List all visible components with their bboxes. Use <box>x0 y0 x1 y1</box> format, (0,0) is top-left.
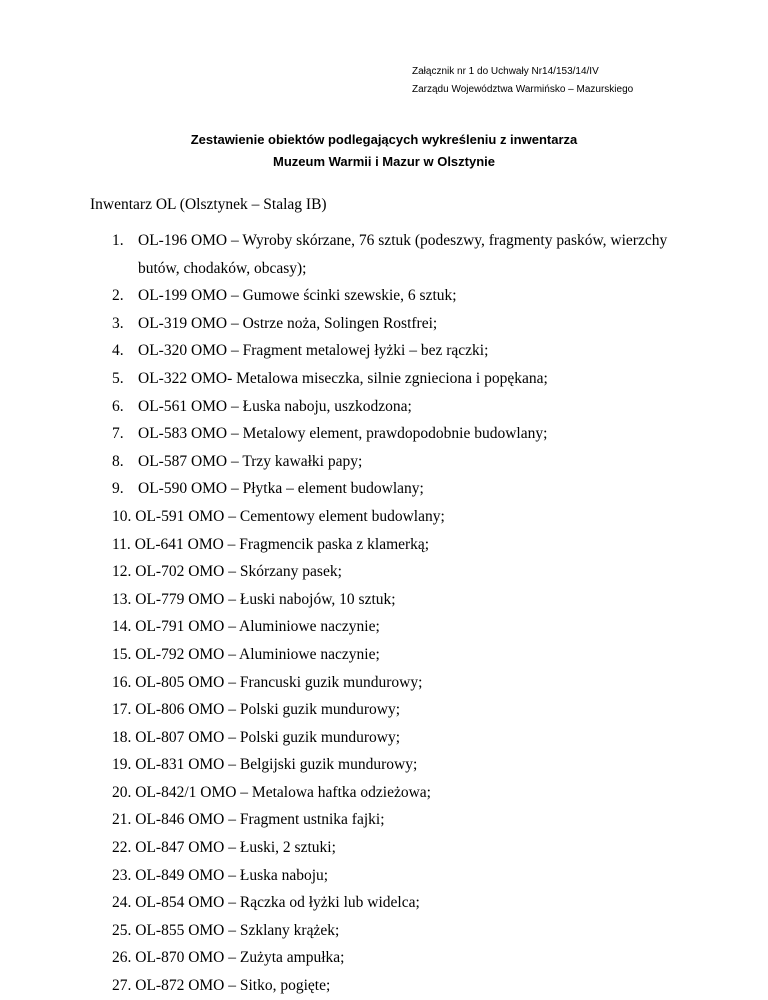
list-item-text: OL-320 OMO – Fragment metalowej łyżki – bez rączki; <box>138 342 489 360</box>
list-item <box>112 365 692 393</box>
list-item-text: OL-872 OMO – Sitko, pogięte; <box>135 977 331 995</box>
list-item-text: OL-779 OMO – Łuski nabojów, 10 sztuk; <box>135 590 396 608</box>
list-item-text: OL-587 OMO – Trzy kawałki papy; <box>138 452 363 470</box>
list-item-text: OL-847 OMO – Łuski, 2 sztuki; <box>135 839 336 857</box>
list-item-number: 5. <box>112 369 124 387</box>
list-item <box>112 558 692 586</box>
list-item-text: OL-702 OMO – Skórzany pasek; <box>135 563 342 581</box>
list-item-text: OL-583 OMO – Metalowy element, prawdopodobnie budowlany; <box>138 425 548 443</box>
section-heading: Inwentarz OL (Olsztynek – Stalag IB) <box>90 196 327 213</box>
list-item <box>112 889 692 917</box>
document-title-line-2: Muzeum Warmii i Mazur w Olsztynie <box>273 154 495 169</box>
list-item <box>112 834 692 862</box>
list-item <box>112 475 692 503</box>
inventory-list <box>112 227 692 1000</box>
list-item-number: 27. <box>112 977 132 995</box>
list-item-number: 21. <box>112 811 132 829</box>
list-item-text: OL-849 OMO – Łuska naboju; <box>135 866 329 884</box>
list-item-number: 2. <box>112 287 124 305</box>
list-item <box>112 862 692 890</box>
list-item-text: OL-196 OMO – Wyroby skórzane, 76 sztuk (podeszwy, fragmenty pasków, wierzchy butów, chodaków, obcasy); <box>138 232 668 277</box>
list-item-number: 22. <box>112 839 132 857</box>
list-item-text: OL-805 OMO – Francuski guzik mundurowy; <box>135 673 423 691</box>
list-item-text: OL-870 OMO – Zużyta ampułka; <box>135 949 345 967</box>
list-item-number: 20. <box>112 783 132 801</box>
list-item <box>112 751 692 779</box>
list-item-text: OL-591 OMO – Cementowy element budowlany; <box>135 507 445 525</box>
list-item-text: OL-806 OMO – Polski guzik mundurowy; <box>135 701 401 719</box>
list-item <box>112 696 692 724</box>
list-item-number: 14. <box>112 618 132 636</box>
list-item-number: 13. <box>112 590 132 608</box>
list-item-number: 25. <box>112 921 132 939</box>
list-item-text: OL-590 OMO – Płytka – element budowlany; <box>138 480 424 498</box>
list-item-number: 26. <box>112 949 132 967</box>
list-item-number: 1. <box>112 232 124 249</box>
list-item-number: 18. <box>112 728 132 746</box>
list-item <box>112 310 692 338</box>
list-item <box>112 503 692 531</box>
list-item-text: OL-846 OMO – Fragment ustnika fajki; <box>135 811 385 829</box>
list-item <box>112 282 692 310</box>
list-item <box>112 806 692 834</box>
list-item-number: 12. <box>112 563 132 581</box>
list-item <box>112 586 692 614</box>
list-item-number: 17. <box>112 701 132 719</box>
list-item-text: OL-322 OMO- Metalowa miseczka, silnie zgnieciona i popękana; <box>138 369 548 387</box>
list-item <box>112 724 692 752</box>
list-item <box>112 227 692 282</box>
list-item <box>112 641 692 669</box>
list-item-text: OL-641 OMO – Fragmencik paska z klamerką; <box>134 535 430 553</box>
list-item-number: 3. <box>112 314 124 332</box>
list-item-text: OL-831 OMO – Belgijski guzik mundurowy; <box>135 756 418 774</box>
list-item <box>112 613 692 641</box>
annex-note <box>412 63 633 99</box>
list-item-number: 16. <box>112 673 132 691</box>
list-item-number: 7. <box>112 425 124 443</box>
list-item-number: 15. <box>112 645 132 663</box>
list-item-text: OL-807 OMO – Polski guzik mundurowy; <box>135 728 401 746</box>
list-item-text: OL-561 OMO – Łuska naboju, uszkodzona; <box>138 397 412 415</box>
annex-line-1: Załącznik nr 1 do Uchwały Nr14/153/14/IV <box>412 66 599 77</box>
list-item-text: OL-855 OMO – Szklany krążek; <box>135 921 340 939</box>
list-item <box>112 393 692 421</box>
list-item-text: OL-791 OMO – Aluminiowe naczynie; <box>135 618 380 636</box>
list-item <box>112 531 692 559</box>
list-item <box>112 448 692 476</box>
list-item-text: OL-854 OMO – Rączka od łyżki lub widelca; <box>135 894 420 912</box>
list-item <box>112 944 692 972</box>
list-item-text: OL-842/1 OMO – Metalowa haftka odzieżowa; <box>135 783 431 801</box>
list-item-number: 11. <box>112 535 131 553</box>
list-item-number: 23. <box>112 866 132 884</box>
list-item <box>112 420 692 448</box>
list-item <box>112 972 692 1000</box>
list-item <box>112 917 692 945</box>
list-item <box>112 337 692 365</box>
list-item-number: 8. <box>112 452 124 470</box>
list-item-number: 24. <box>112 894 132 912</box>
list-item-number: 19. <box>112 756 132 774</box>
list-item-number: 6. <box>112 397 124 415</box>
list-item-number: 4. <box>112 342 124 360</box>
list-item <box>112 779 692 807</box>
list-item-text: OL-199 OMO – Gumowe ścinki szewskie, 6 sztuk; <box>138 287 457 305</box>
list-item-text: OL-792 OMO – Aluminiowe naczynie; <box>135 645 380 663</box>
list-item <box>112 669 692 697</box>
document-title-line-1: Zestawienie obiektów podlegających wykreśleniu z inwentarza <box>190 132 578 147</box>
list-item-number: 10. <box>112 507 132 525</box>
list-item-number: 9. <box>112 480 124 498</box>
annex-line-2: Zarządu Województwa Warmińsko – Mazurskiego <box>412 84 634 95</box>
list-item-text: OL-319 OMO – Ostrze noża, Solingen Rostfrei; <box>138 314 438 332</box>
